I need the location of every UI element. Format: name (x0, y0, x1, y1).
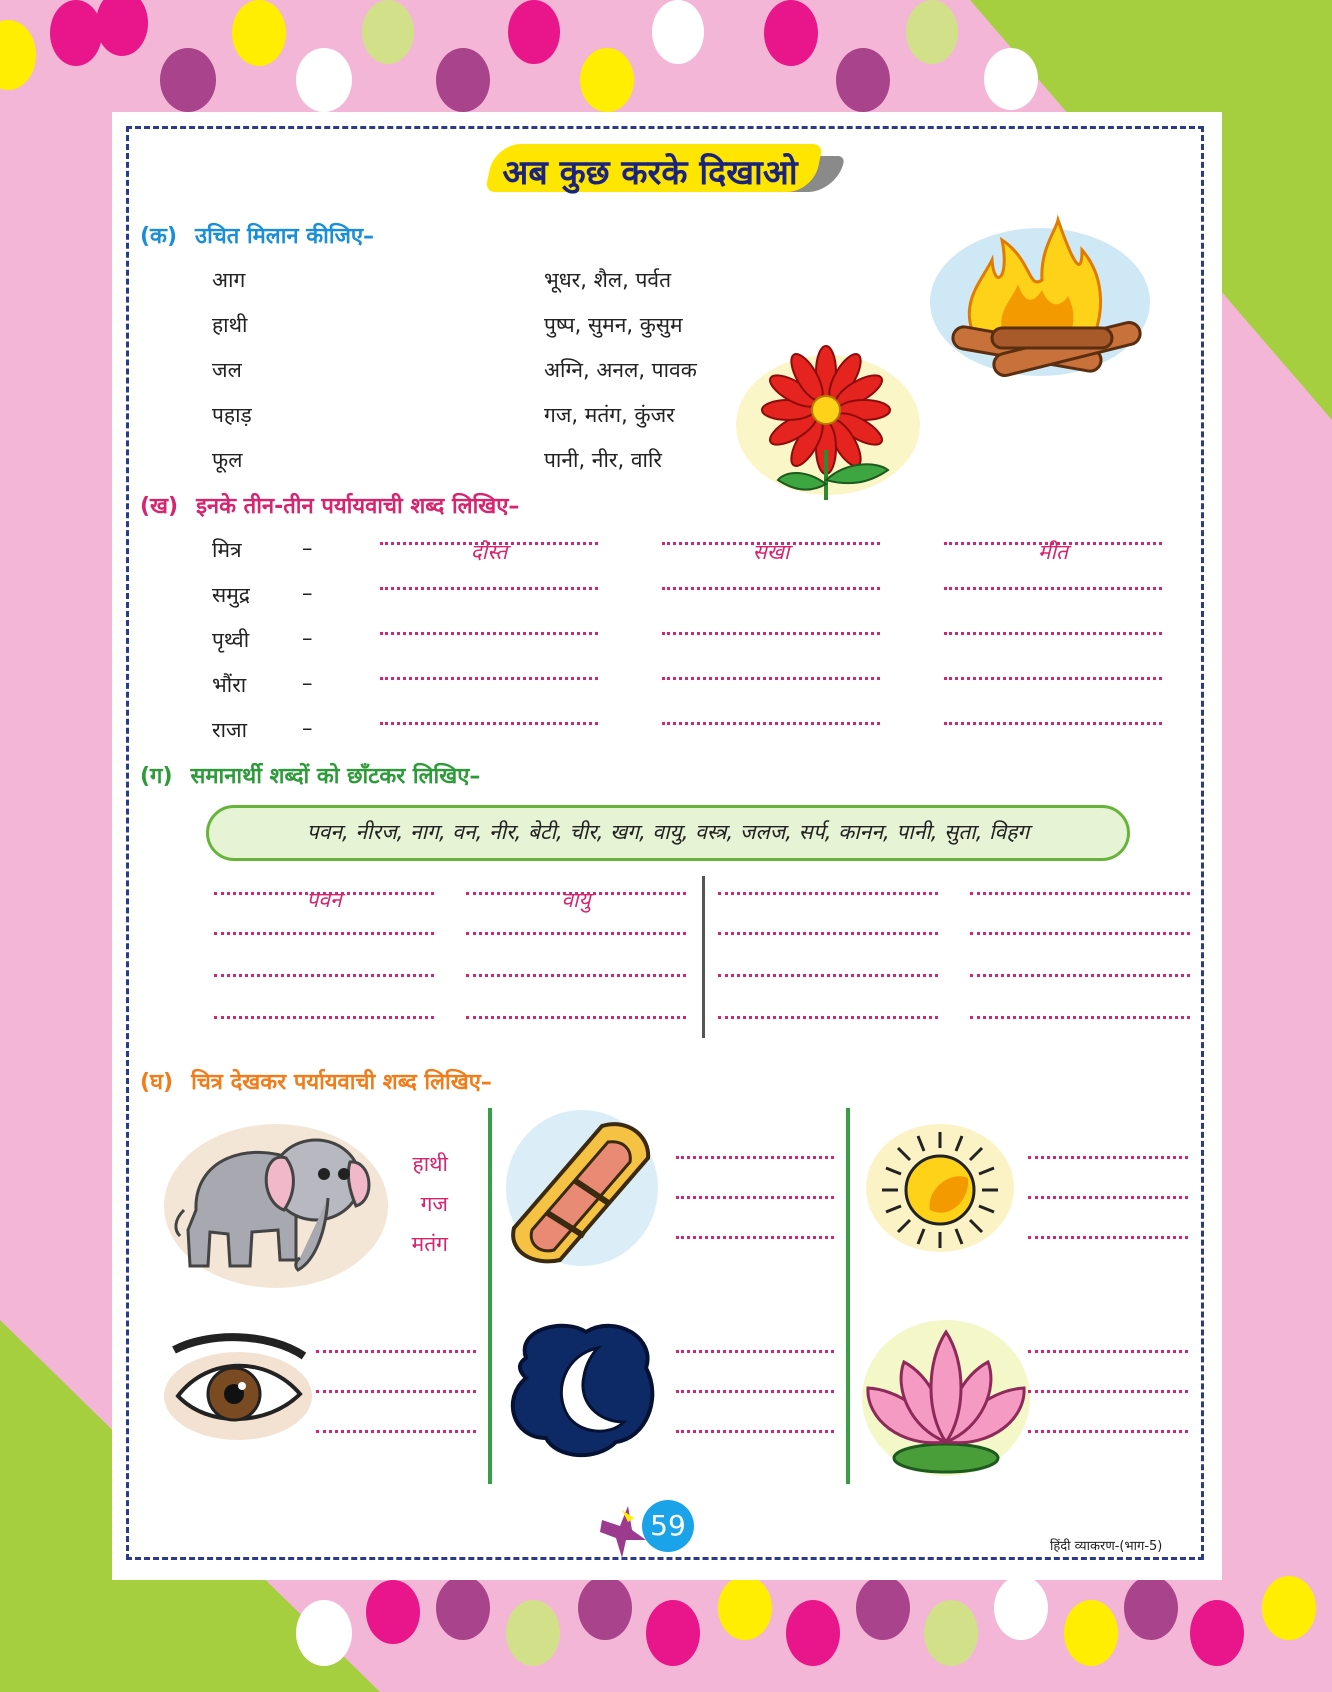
answer-line[interactable] (1028, 1196, 1188, 1199)
answer-line[interactable] (944, 632, 1162, 635)
answer-line[interactable] (380, 632, 598, 635)
section-gh-marker: (घ) (140, 1070, 174, 1095)
answer-line[interactable] (316, 1350, 476, 1353)
answer-line[interactable] (718, 974, 938, 977)
synonym-word-3: पृथ्वी (212, 628, 250, 652)
answer-line[interactable] (718, 1016, 938, 1019)
answer-line[interactable] (718, 892, 938, 895)
boat-picture (504, 1108, 660, 1268)
answer-line[interactable] (466, 932, 686, 935)
match-right-3: अग्नि, अनल, पावक (544, 358, 697, 382)
answer-line[interactable] (466, 974, 686, 977)
answer-line[interactable] (676, 1156, 834, 1159)
answer-line[interactable] (970, 932, 1190, 935)
match-left-1: आग (212, 268, 246, 292)
answer-line[interactable] (466, 1016, 686, 1019)
answer-line[interactable] (380, 677, 598, 680)
synonym-word-2: समुद्र (212, 583, 250, 607)
synonym-word-5: राजा (212, 718, 248, 742)
answer-line[interactable] (1028, 1236, 1188, 1239)
dash: – (302, 536, 313, 560)
answer-line[interactable] (1028, 1430, 1188, 1433)
answer-line[interactable] (380, 587, 598, 590)
picture-divider (846, 1108, 850, 1484)
answer-line[interactable] (944, 587, 1162, 590)
answer-line[interactable] (662, 677, 880, 680)
answer-line[interactable] (214, 1016, 434, 1019)
elephant-answer-3: मतंग (411, 1232, 448, 1256)
elephant-answer-2: गज (420, 1192, 448, 1216)
moon-picture (506, 1318, 656, 1458)
section-k-marker: (क) (140, 224, 178, 249)
answer-line[interactable] (1028, 1390, 1188, 1393)
answer-line[interactable] (316, 1430, 476, 1433)
picture-divider (488, 1108, 492, 1484)
elephant-answer-1: हाथी (412, 1152, 448, 1176)
section-kh-title: इनके तीन-तीन पर्यायवाची शब्द लिखिए– (196, 494, 520, 519)
answer-line[interactable] (676, 1236, 834, 1239)
star-icon (598, 1500, 648, 1560)
section-g-heading (140, 760, 480, 790)
answer-line[interactable] (1028, 1156, 1188, 1159)
section-gh-heading (140, 1066, 492, 1096)
example-answer: दोस्त (470, 540, 508, 564)
title-banner (490, 144, 840, 196)
match-right-1: भूधर, शैल, पर्वत (544, 268, 672, 292)
match-right-4: गज, मतंग, कुंजर (544, 403, 675, 427)
answer-line[interactable] (676, 1350, 834, 1353)
answer-line[interactable] (1028, 1350, 1188, 1353)
lotus-picture (860, 1318, 1030, 1482)
match-right-5: पानी, नीर, वारि (544, 448, 662, 472)
page-number: 59 (642, 1500, 694, 1552)
answer-line[interactable] (380, 722, 598, 725)
dash: – (302, 671, 313, 695)
synonym-word-4: भौंरा (212, 673, 247, 697)
example-answer: मीत (1038, 540, 1068, 564)
section-k-title: उचित मिलान कीजिए– (195, 224, 375, 249)
column-divider (702, 876, 705, 1038)
answer-line[interactable] (662, 587, 880, 590)
answer-line[interactable] (676, 1390, 834, 1393)
answer-line[interactable] (970, 892, 1190, 895)
answer-line[interactable] (316, 1390, 476, 1393)
answer-line[interactable] (214, 932, 434, 935)
flower-picture (738, 350, 928, 500)
page-title: अब कुछ करके दिखाओ (502, 153, 798, 193)
eye-picture (168, 1336, 308, 1440)
match-left-5: फूल (212, 448, 243, 472)
answer-line[interactable] (676, 1430, 834, 1433)
match-right-2: पुष्प, सुमन, कुसुम (544, 313, 683, 337)
section-k-heading (140, 220, 374, 250)
section-g-marker: (ग) (140, 764, 173, 789)
answer-line[interactable] (662, 722, 880, 725)
answer-line[interactable] (214, 974, 434, 977)
section-kh-heading (140, 490, 519, 520)
example-answer: पवन (306, 888, 342, 912)
synonym-word-1: मित्र (212, 538, 242, 562)
section-g-title: समानार्थी शब्दों को छाँटकर लिखिए– (190, 764, 481, 789)
answer-line[interactable] (944, 722, 1162, 725)
section-gh-title: चित्र देखकर पर्यायवाची शब्द लिखिए– (191, 1070, 492, 1095)
word-list: पवन, नीरज, नाग, वन, नीर, बेटी, चीर, खग, वायु, वस्त्र, जलज, सर्प, कानन, पानी, सुता, विहग (306, 820, 1030, 844)
answer-line[interactable] (970, 974, 1190, 977)
dash: – (302, 716, 313, 740)
word-list-box (206, 805, 1130, 861)
example-answer: सखा (752, 540, 790, 564)
answer-line[interactable] (970, 1016, 1190, 1019)
footer-book-title: हिंदी व्याकरण-(भाग-5) (1050, 1539, 1163, 1554)
match-left-4: पहाड़ (212, 403, 252, 427)
section-kh-marker: (ख) (140, 494, 179, 519)
match-left-2: हाथी (212, 313, 248, 337)
answer-line[interactable] (718, 932, 938, 935)
elephant-picture (166, 1110, 386, 1290)
dash: – (302, 626, 313, 650)
sun-picture (870, 1120, 1020, 1260)
answer-line[interactable] (944, 677, 1162, 680)
answer-line[interactable] (676, 1196, 834, 1199)
answer-line[interactable] (662, 632, 880, 635)
example-answer: वायु (561, 888, 591, 912)
fire-picture (932, 220, 1152, 380)
match-left-3: जल (212, 358, 242, 382)
dash: – (302, 581, 313, 605)
